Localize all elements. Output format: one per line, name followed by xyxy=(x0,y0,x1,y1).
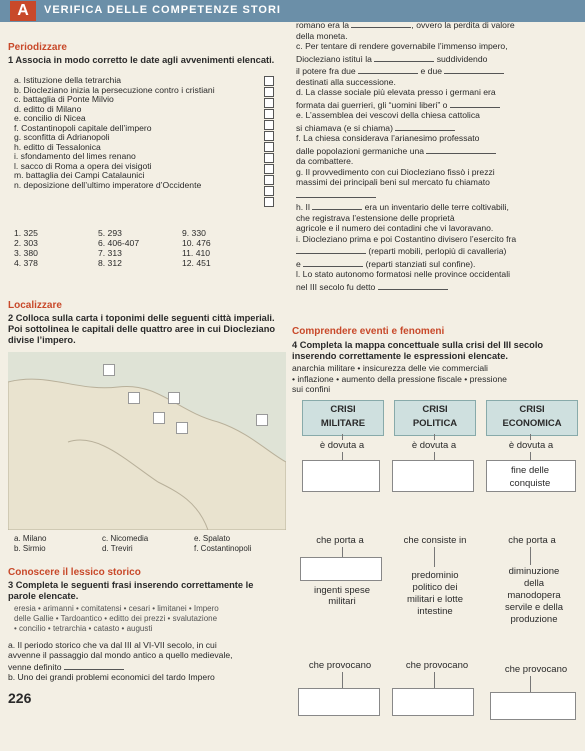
city-box[interactable] xyxy=(103,364,115,376)
answer-blank[interactable] xyxy=(303,257,363,267)
date-item: 6. 406-407 xyxy=(98,238,140,248)
answer-checkbox[interactable] xyxy=(264,164,274,174)
city-item: d. Treviri xyxy=(102,544,133,553)
crisi-label: CRISI xyxy=(519,404,545,415)
event-item: n. deposizione dell’ultimo imperatore d’Occidente xyxy=(14,179,202,190)
date-item: 10. 476 xyxy=(182,238,211,248)
option-line: anarchia militare • insicurezza delle vie commerciali xyxy=(292,363,488,373)
question-a-line: venne definito xyxy=(8,662,62,672)
city-item: f. Costantinopoli xyxy=(194,544,252,553)
text-line: formata dai guerrieri, gli “uomini liberi” o xyxy=(296,99,448,110)
connector-line xyxy=(342,547,343,557)
city-item: e. Spalato xyxy=(194,534,231,543)
word-bank-line: • concilio • tetrarchia • catasto • augusti xyxy=(14,624,153,633)
text-line: d. La classe sociale più elevata presso i germani era xyxy=(296,87,496,97)
map-text: manodopera xyxy=(507,590,561,601)
date-item: 8. 312 xyxy=(98,258,122,268)
event-item: b. Diocleziano inizia la persecuzione contro i cristiani xyxy=(14,84,215,95)
date-item: 12. 451 xyxy=(182,258,211,268)
answer-blank[interactable] xyxy=(426,144,496,154)
text-line: destinati alla successione. xyxy=(296,76,396,87)
event-item: i. sfondamento del limes renano xyxy=(14,151,136,161)
answer-box[interactable] xyxy=(300,557,382,581)
date-item: 5. 293 xyxy=(98,228,122,238)
answer-blank[interactable] xyxy=(351,18,411,28)
answer-box[interactable] xyxy=(302,460,380,492)
connector-line xyxy=(434,547,435,567)
cities-list xyxy=(14,534,294,554)
text-line: della moneta. xyxy=(296,30,348,41)
answer-checkbox[interactable] xyxy=(264,98,274,108)
date-item: 2. 303 xyxy=(14,238,38,248)
chapter-badge: A xyxy=(10,1,36,21)
option-line: • inflazione • aumento della pressione fiscale • pressione xyxy=(292,373,507,384)
word-bank-line: delle Gallie • Tardoantico • editto dei prezzi • svalutazione xyxy=(14,614,218,623)
text-line: il potere fra due xyxy=(296,66,356,76)
crisi-label: CRISI xyxy=(422,404,448,415)
answer-checkbox[interactable] xyxy=(264,175,274,185)
answer-box[interactable] xyxy=(298,688,380,716)
question-a xyxy=(8,640,233,672)
city-box[interactable] xyxy=(128,392,140,404)
connector-line xyxy=(530,452,531,460)
dates-grid xyxy=(14,228,274,268)
answer-blank[interactable] xyxy=(450,98,500,108)
date-item: 11. 410 xyxy=(182,248,211,258)
predominio-box xyxy=(392,570,478,618)
relation-label: è dovuta a xyxy=(411,440,457,451)
option-line: sui confini xyxy=(292,384,331,394)
answer-blank[interactable] xyxy=(312,200,362,210)
text-line: dalle popolazioni germaniche una xyxy=(296,145,425,156)
event-item: d. editto di Milano xyxy=(14,103,82,114)
connector-line xyxy=(434,434,435,440)
event-item: h. editto di Tessalonica xyxy=(14,141,101,152)
answer-checkbox[interactable] xyxy=(264,197,274,207)
map-text: diminuzione xyxy=(508,566,560,577)
relation-label: che porta a xyxy=(316,535,364,546)
text-line: da combattere. xyxy=(296,156,354,166)
text-line: che registrava l’estensione delle proprietà xyxy=(296,212,455,223)
answer-blank[interactable] xyxy=(395,121,455,131)
answer-box[interactable] xyxy=(490,692,576,720)
text-line: c. Per tentare di rendere governabile l’immenso impero, xyxy=(296,41,508,51)
answer-checkbox[interactable] xyxy=(264,142,274,152)
event-item: g. sconfitta di Adrianopoli xyxy=(14,132,110,142)
exercise-3-continued xyxy=(296,18,581,292)
event-item: a. Istituzione della tetrarchia xyxy=(14,75,122,85)
connector-line xyxy=(342,672,343,688)
section-periodizzare: Periodizzare xyxy=(8,42,67,53)
text-line: suddividendo xyxy=(436,53,488,64)
text-line: si chiamava (e si chiama) xyxy=(296,122,393,133)
crisi-economica-box xyxy=(486,400,578,436)
city-box[interactable] xyxy=(176,422,188,434)
exercise-3-instruction: 3 Completa le seguenti frasi inserendo correttamente le parole elencate. xyxy=(8,580,254,601)
event-item: f. Costantinopoli capitale dell’impero xyxy=(14,122,152,133)
instruction-line: inserendo correttamente le espressioni elencate. xyxy=(292,351,508,361)
question-b: b. Uno dei grandi problemi economici del tardo Impero xyxy=(8,672,215,682)
answer-blank[interactable] xyxy=(296,244,366,254)
relation-label: è dovuta a xyxy=(319,440,365,451)
word-bank xyxy=(14,604,219,634)
page-number: 226 xyxy=(8,690,32,706)
answer-blank[interactable] xyxy=(374,52,434,62)
date-item: 4. 378 xyxy=(14,258,38,268)
text-line: (reparti mobili, perlopiù di cavalleria) xyxy=(368,246,507,256)
text-line: , ovvero la perdita di valore xyxy=(411,20,515,30)
concept-options xyxy=(292,363,582,395)
connector-line xyxy=(342,434,343,440)
word-bank-line: eresia • arimanni • comitatensi • cesari • limitanei • Impero xyxy=(14,604,219,613)
date-item: 3. 380 xyxy=(14,248,38,258)
page-title: VERIFICA DELLE COMPETENZE STORI xyxy=(44,4,281,16)
exercise-4-instruction xyxy=(292,340,582,362)
text-line: agricole e il numero dei contadini che vi lavoravano. xyxy=(296,223,494,233)
diminuzione-box xyxy=(490,566,578,626)
answer-blank[interactable] xyxy=(378,280,448,290)
text-line: era un inventario delle terre coltivabili, xyxy=(364,202,509,212)
crisi-label: ECONOMICA xyxy=(502,418,562,429)
event-item: c. battaglia di Ponte Milvio xyxy=(14,94,114,104)
connector-line xyxy=(530,676,531,692)
connector-line xyxy=(434,672,435,688)
city-box[interactable] xyxy=(168,392,180,404)
text-line: (reparti stanziati sul confine). xyxy=(365,258,476,269)
answer-blank[interactable] xyxy=(64,660,124,670)
map-text: militari xyxy=(328,596,356,607)
text-line: massimi dei principali beni sul mercato fu chiamato xyxy=(296,177,490,187)
map-text: predominio xyxy=(411,570,459,581)
event-item: e. concilio di Nicea xyxy=(14,113,86,123)
section-localizzare: Localizzare xyxy=(8,300,62,311)
answer-box[interactable] xyxy=(392,460,474,492)
date-item: 1. 325 xyxy=(14,228,38,238)
answer-checkbox[interactable] xyxy=(264,186,274,196)
answer-checkbox[interactable] xyxy=(264,76,274,86)
answer-checkbox[interactable] xyxy=(264,109,274,119)
fine-delle: fine delle xyxy=(510,465,550,476)
conquiste: conquiste xyxy=(509,478,551,489)
city-box[interactable] xyxy=(153,412,165,424)
answer-checkbox[interactable] xyxy=(264,87,274,97)
connector-line xyxy=(530,547,531,565)
date-item: 7. 313 xyxy=(98,248,122,258)
empire-map xyxy=(8,352,286,530)
answer-box[interactable] xyxy=(392,688,474,716)
answer-checkbox[interactable] xyxy=(264,153,274,163)
question-a-line: a. Il periodo storico che va dal III al VI-VII secolo, in cui xyxy=(8,640,217,650)
exercise-1-instruction: 1 Associa in modo corretto le date agli avvenimenti elencati. xyxy=(8,55,275,65)
instruction-line: 4 Completa la mappa concettuale sulla crisi del III secolo xyxy=(292,340,544,350)
map-text: servile e della xyxy=(504,602,564,613)
event-item: l. sacco di Roma a opera dei visigoti xyxy=(14,160,152,171)
map-text: della xyxy=(523,578,545,589)
ingenti-spese xyxy=(302,585,382,607)
connector-line xyxy=(342,452,343,460)
answer-checkbox[interactable] xyxy=(264,131,274,141)
events-list xyxy=(14,76,264,190)
event-item: m. battaglia dei Campi Catalaunici xyxy=(14,170,145,180)
text-line: g. Il provvedimento con cui Diocleziano fissò i prezzi xyxy=(296,166,495,177)
map-text: ingenti spese xyxy=(314,585,370,596)
city-item: c. Nicomedia xyxy=(102,534,149,543)
text-line: l. Lo stato autonomo formatosi nelle province occidentali xyxy=(296,269,511,279)
relation-label: è dovuta a xyxy=(508,440,554,451)
map-text: intestine xyxy=(417,606,453,617)
date-item: 9. 330 xyxy=(182,228,206,238)
city-item: b. Sirmio xyxy=(14,544,46,553)
city-box[interactable] xyxy=(256,414,268,426)
text-line: e xyxy=(296,258,301,269)
connector-line xyxy=(434,452,435,460)
text-line: romano era la xyxy=(296,20,350,30)
text-line: h. Il xyxy=(296,202,310,212)
exercise-2-instruction: 2 Colloca sulla carta i toponimi delle seguenti città imperiali. Poi sottolinea le capitali delle quattro aree in cui Diocleziano divise l’impero. xyxy=(8,313,276,345)
relation-label: che provocano xyxy=(504,664,568,675)
text-line: Diocleziano istituì la xyxy=(296,53,372,64)
city-item: a. Milano xyxy=(14,534,47,543)
map-text: militari e lotte xyxy=(407,594,463,605)
text-line: i. Diocleziano prima e poi Costantino divisero l’esercito fra xyxy=(296,233,517,244)
section-comprendere: Comprendere eventi e fenomeni xyxy=(292,326,445,337)
answer-checkbox[interactable] xyxy=(264,120,274,130)
crisi-politica-box xyxy=(394,400,476,436)
map-outline-icon xyxy=(8,352,286,530)
text-line: e due xyxy=(420,66,443,76)
relation-label: che provocano xyxy=(405,660,469,671)
relation-label: che provocano xyxy=(308,660,372,671)
answer-blank[interactable] xyxy=(358,64,418,74)
map-text: produzione xyxy=(510,614,558,625)
map-text: politico dei xyxy=(412,582,458,593)
answer-blank[interactable] xyxy=(444,64,504,74)
text-line: e. L’assemblea dei vescovi della chiesa cattolica xyxy=(296,110,480,120)
crisi-label: POLITICA xyxy=(412,418,458,429)
question-a-line: avvenne il passaggio dal mondo antico a quello medievale, xyxy=(8,650,233,660)
relation-label: che porta a xyxy=(508,535,556,546)
relation-label: che consiste in xyxy=(403,535,467,546)
answer-blank[interactable] xyxy=(296,188,376,198)
crisi-label: MILITARE xyxy=(320,418,366,429)
section-lessico: Conoscere il lessico storico xyxy=(8,567,141,578)
text-line: nel III secolo fu detto xyxy=(296,281,376,292)
crisi-label: CRISI xyxy=(330,404,356,415)
text-line: f. La chiesa considerava l’arianesimo professato xyxy=(296,133,480,143)
crisi-militare-box xyxy=(302,400,384,436)
connector-line xyxy=(530,434,531,440)
